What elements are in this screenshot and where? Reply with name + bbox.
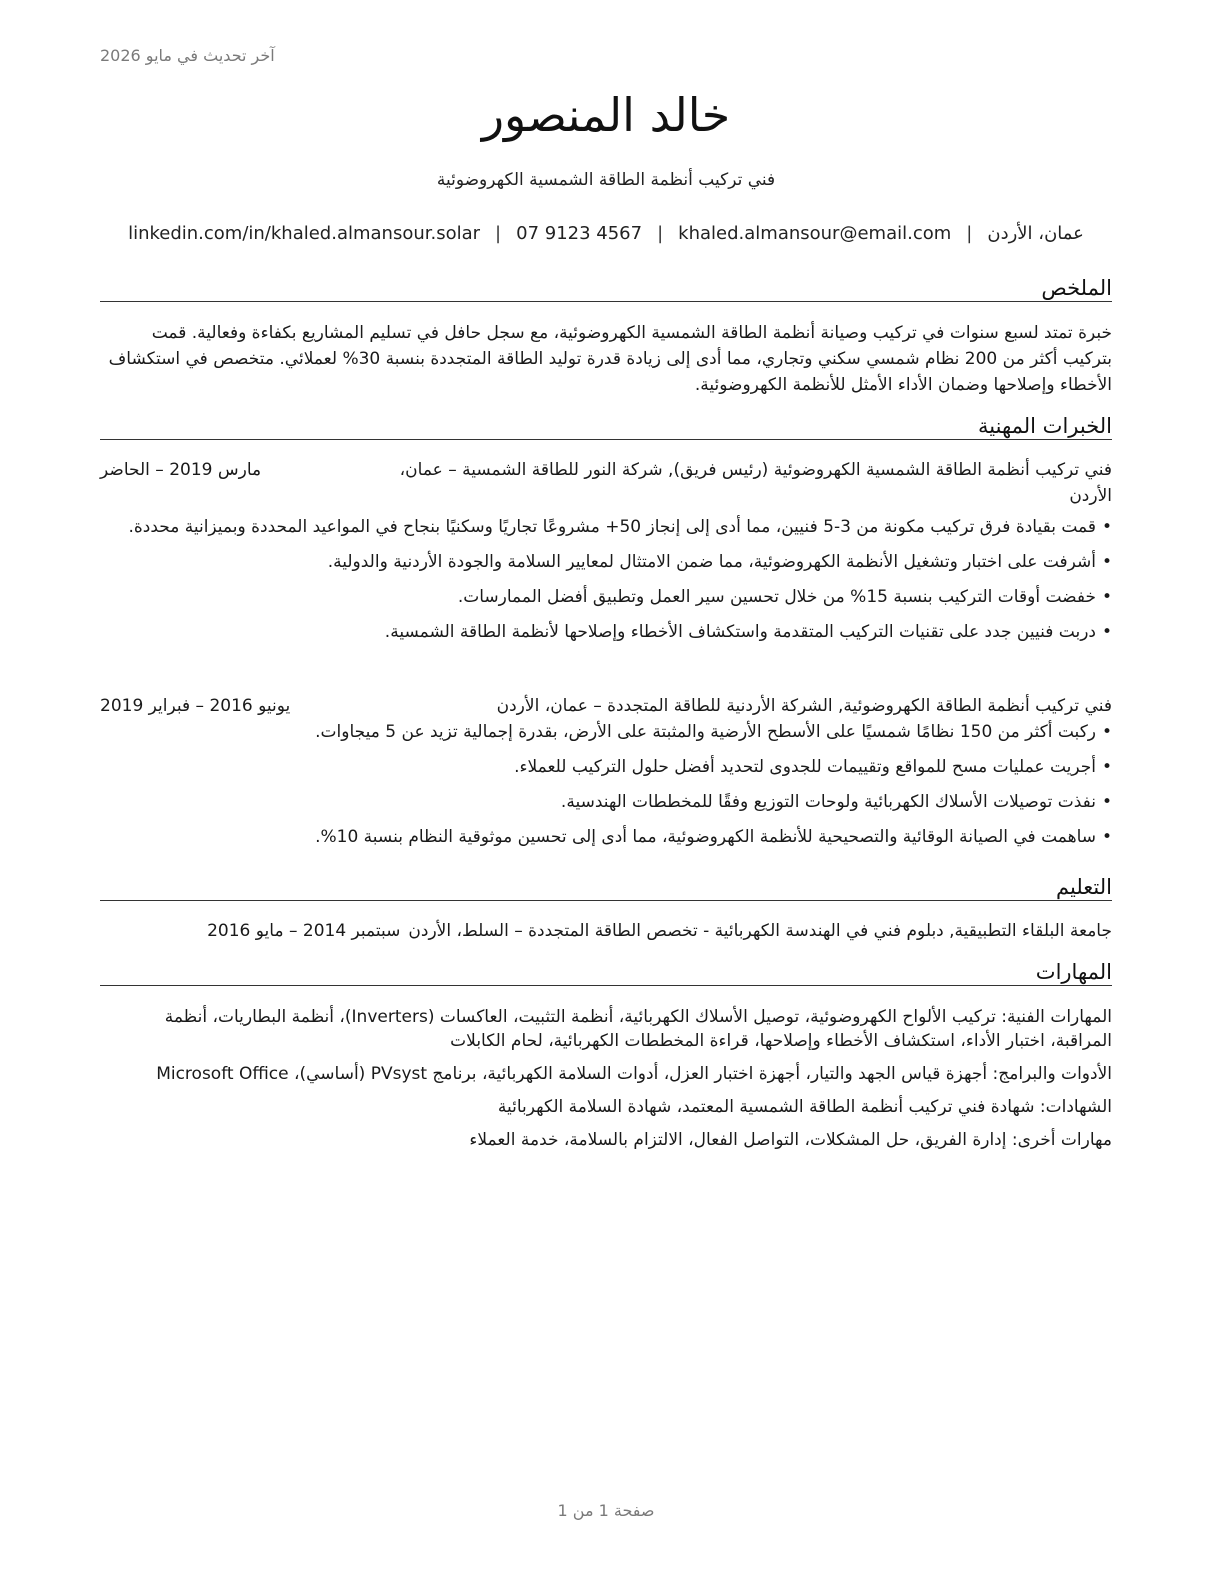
job-bullets (100, 514, 1112, 645)
education-heading: التعليم (100, 875, 1112, 901)
skills-list (100, 1005, 1112, 1161)
job-bullet: • دربت فنيين جدد على تقنيات التركيب المتقدمة واستكشاف الأخطاء وإصلاحها لأنظمة الطاقة الشمسية. (100, 619, 1112, 645)
job-title: فني تركيب أنظمة الطاقة الشمسية الكهروضوئية (436, 170, 776, 190)
job-entry-1 (100, 457, 1112, 654)
page-number: صفحة 1 من 1 (557, 1501, 655, 1520)
skills-technical: المهارات الفنية: تركيب الألواح الكهروضوئية، توصيل الأسلاك الكهربائية، أنظمة التثبيت، العاكسات (Inverters)، أنظمة البطاريات، أنظمة المراقبة، اختبار الأداء، استكشاف الأخطاء وإصلاحها، قراءة المخططات الكهربائية، لحام الكابلات (164, 1007, 1112, 1051)
job-entry-2 (100, 693, 1112, 859)
job-title-company: فني تركيب أنظمة الطاقة الشمسية الكهروضوئية (رئيس فريق), شركة النور للطاقة الشمسية – عمان، (399, 460, 1112, 480)
last-updated-note: آخر تحديث في مايو 2026 (100, 46, 275, 65)
summary-heading: الملخص (100, 276, 1112, 302)
education-line (100, 918, 1112, 944)
job-bullet: • ركبت أكثر من 150 نظامًا شمسيًا على الأسطح الأرضية والمثبتة على الأرض، بقدرة إجمالية تزيد عن 5 ميجاوات. (100, 719, 1112, 745)
job-dates: مارس 2019 – الحاضر (100, 460, 262, 480)
job-bullet: • قمت بقيادة فرق تركيب مكونة من 3-5 فنيين، مما أدى إلى إنجاز 50+ مشروعًا تجاريًا وسكنيًا بنجاح في المواعيد المحددة وبميزانية محددة. (100, 514, 1112, 540)
skills-heading: المهارات (100, 960, 1112, 986)
contact-phone[interactable]: 07 9123 4567 (516, 223, 643, 244)
skills-certifications: الشهادات: شهادة فني تركيب أنظمة الطاقة الشمسية المعتمد، شهادة السلامة الكهربائية (497, 1097, 1112, 1117)
experience-heading: الخبرات المهنية (100, 414, 1112, 440)
job-bullet: • خفضت أوقات التركيب بنسبة 15% من خلال تحسين سير العمل وتطبيق أفضل الممارسات. (100, 584, 1112, 610)
contact-separator: | (657, 223, 664, 244)
contact-separator: | (966, 223, 973, 244)
job-bullet: • ساهمت في الصيانة الوقائية والتصحيحية للأنظمة الكهروضوئية، مما أدى إلى تحسين موثوقية النظام بنسبة 10%. (100, 824, 1112, 850)
contact-email[interactable]: khaled.almansour@email.com (678, 223, 952, 244)
job-bullet: • نفذت توصيلات الأسلاك الكهربائية ولوحات التوزيع وفقًا للمخططات الهندسية. (100, 789, 1112, 815)
contact-location: عمان، الأردن (987, 223, 1084, 244)
education-dates: سبتمبر 2014 – مايو 2016 (207, 921, 401, 941)
summary-text: خبرة تمتد لسبع سنوات في تركيب وصيانة أنظمة الطاقة الشمسية الكهروضوئية، مع سجل حافل في تسليم المشاريع بكفاءة وفعالية. قمت بتركيب أكثر من 200 نظام شمسي سكني وتجاري، مما أدى إلى زيادة قدرة توليد الطاقة المتجددة بنسبة 30% لعملائي. متخصص في استكشاف الأخطاء وإصلاحها وضمان الأداء الأمثل للأنظمة الكهروضوئية. (108, 323, 1112, 395)
job-dates: يونيو 2016 – فبراير 2019 (100, 696, 291, 716)
contact-linkedin[interactable]: linkedin.com/in/khaled.almansour.solar (128, 223, 481, 244)
job-location-continued: الأردن (1069, 486, 1112, 506)
education-institution: جامعة البلقاء التطبيقية, دبلوم فني في الهندسة الكهربائية - تخصص الطاقة المتجددة – السلط، الأردن (408, 921, 1112, 941)
job-header (100, 693, 1112, 719)
job-bullet: • أشرفت على اختبار وتشغيل الأنظمة الكهروضوئية، مما ضمن الامتثال لمعايير السلامة والجودة الأردنية والدولية. (100, 549, 1112, 575)
contact-separator: | (495, 223, 502, 244)
education-entry (100, 918, 1112, 944)
job-bullet: • أجريت عمليات مسح للمواقع وتقييمات للجدوى لتحديد أفضل حلول التركيب للعملاء. (100, 754, 1112, 780)
contact-line (100, 223, 1112, 244)
skills-tools: الأدوات والبرامج: أجهزة قياس الجهد والتيار، أجهزة اختبار العزل، أدوات السلامة الكهربائية، برنامج PVsyst (أساسي)، Microsoft Office (156, 1064, 1112, 1084)
job-bullets (100, 719, 1112, 850)
job-title-company: فني تركيب أنظمة الطاقة الكهروضوئية, الشركة الأردنية للطاقة المتجددة – عمان، الأردن (496, 696, 1112, 716)
resume-page (100, 0, 1112, 1584)
skills-other: مهارات أخرى: إدارة الفريق، حل المشكلات، التواصل الفعال، الالتزام بالسلامة، خدمة العملاء (469, 1130, 1112, 1150)
candidate-name: خالد المنصور (481, 88, 731, 142)
job-header (100, 457, 1112, 483)
